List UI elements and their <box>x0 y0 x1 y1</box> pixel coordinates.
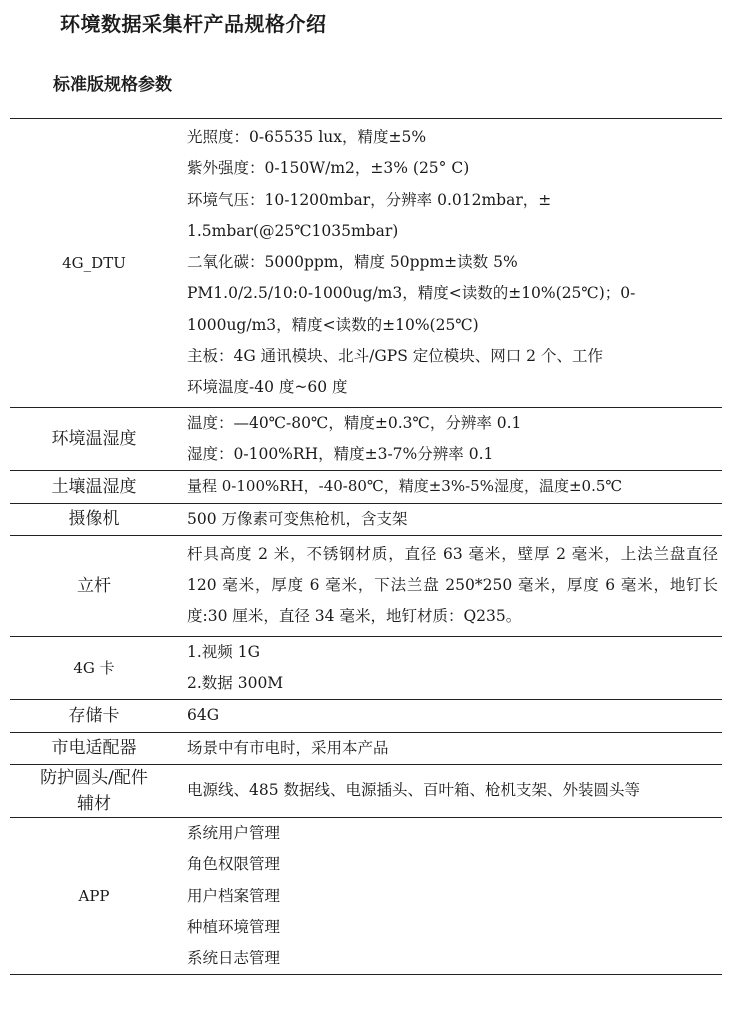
row-value-power-adapter <box>178 732 722 764</box>
document-title: 环境数据采集杆产品规格介绍 <box>60 12 327 36</box>
row-label-4g-dtu: 4G_DTU <box>10 119 178 408</box>
spec-line: 环境气压：10-1200mbar，分辨率 0.012mbar，± <box>187 190 552 209</box>
spec-line: 1.5mbar(@25℃1035mbar) <box>187 221 399 240</box>
spec-line: 量程 0-100%RH，-40-80℃，精度±3%-5%湿度，温度±0.5℃ <box>187 477 623 496</box>
spec-line: PM1.0/2.5/10:0-1000ug/m3，精度<读数的±10%(25℃)；0- <box>187 284 636 303</box>
row-value-app <box>178 817 722 974</box>
spec-line: 种植环境管理 <box>187 917 281 936</box>
table-row <box>10 764 722 817</box>
row-label-soil-temp-humidity: 土壤温湿度 <box>10 471 178 503</box>
row-label-line: 防护圆头/配件 <box>40 767 148 788</box>
spec-line: 1.视频 1G <box>187 642 260 661</box>
row-label-pole: 立杆 <box>10 535 178 636</box>
spec-line: 二氧化碳：5000ppm，精度 50ppm±读数 5% <box>187 253 518 272</box>
row-value-storage-card <box>178 700 722 732</box>
spec-paragraph: 电源线、485 数据线、电源插头、百叶箱、枪机支架、外装圆头等 <box>187 781 641 800</box>
spec-line: 场景中有市电时，采用本产品 <box>187 738 389 757</box>
section-title: 标准版规格参数 <box>53 75 172 95</box>
spec-line: 2.数据 300M <box>187 674 284 693</box>
row-label-line: 辅材 <box>77 793 111 814</box>
row-label-env-temp-humidity: 环境温湿度 <box>10 407 178 471</box>
row-label-app: APP <box>10 817 178 974</box>
table-row <box>10 407 722 471</box>
table-row <box>10 503 722 535</box>
row-label-camera: 摄像机 <box>10 503 178 535</box>
table-row <box>10 535 722 636</box>
spec-table <box>10 118 722 975</box>
spec-line: 紫外强度：0-150W/m2，±3% (25° C) <box>187 159 470 178</box>
row-value-soil-temp-humidity <box>178 471 722 503</box>
row-label-storage-card: 存储卡 <box>10 700 178 732</box>
row-label-power-adapter: 市电适配器 <box>10 732 178 764</box>
row-value-4g-dtu <box>178 119 722 408</box>
table-row <box>10 636 722 700</box>
table-row <box>10 700 722 732</box>
spec-line: 500 万像素可变焦枪机，含支架 <box>187 509 408 528</box>
row-value-accessories <box>178 764 722 817</box>
spec-line: 1000ug/m3，精度<读数的±10%(25℃) <box>187 315 479 334</box>
spec-line: 主板：4G 通讯模块、北斗/GPS 定位模块、网口 2 个、工作 <box>187 347 603 366</box>
table-row <box>10 732 722 764</box>
row-value-env-temp-humidity <box>178 407 722 471</box>
row-value-4g-card <box>178 636 722 700</box>
row-value-camera <box>178 503 722 535</box>
table-row <box>10 119 722 408</box>
spec-paragraph: 杆具高度 2 米，不锈钢材质，直径 63 毫米，壁厚 2 毫米，上法兰盘直径 120 毫米，厚度 6 毫米，下法兰盘 250*250 毫米，厚度 6 毫米，地钉长度:30 厘米，直径 34 毫米，地钉材质：Q235。 <box>187 544 718 626</box>
spec-line: 温度：—40℃-80℃，精度±0.3℃，分辨率 0.1 <box>187 413 522 432</box>
table-row <box>10 471 722 503</box>
spec-line: 环境温度-40 度~60 度 <box>187 378 348 397</box>
table-row <box>10 817 722 974</box>
row-value-pole <box>178 535 722 636</box>
spec-line: 用户档案管理 <box>187 886 281 905</box>
spec-line: 光照度：0-65535 lux，精度±5% <box>187 128 427 146</box>
spec-line: 系统日志管理 <box>187 949 281 968</box>
row-label-4g-card: 4G 卡 <box>10 636 178 700</box>
spec-line: 系统用户管理 <box>187 823 281 842</box>
spec-line: 湿度：0-100%RH，精度±3-7%分辨率 0.1 <box>187 444 494 463</box>
row-label-accessories <box>10 764 178 817</box>
spec-line: 角色权限管理 <box>187 855 281 874</box>
spec-line: 64G <box>187 706 220 725</box>
